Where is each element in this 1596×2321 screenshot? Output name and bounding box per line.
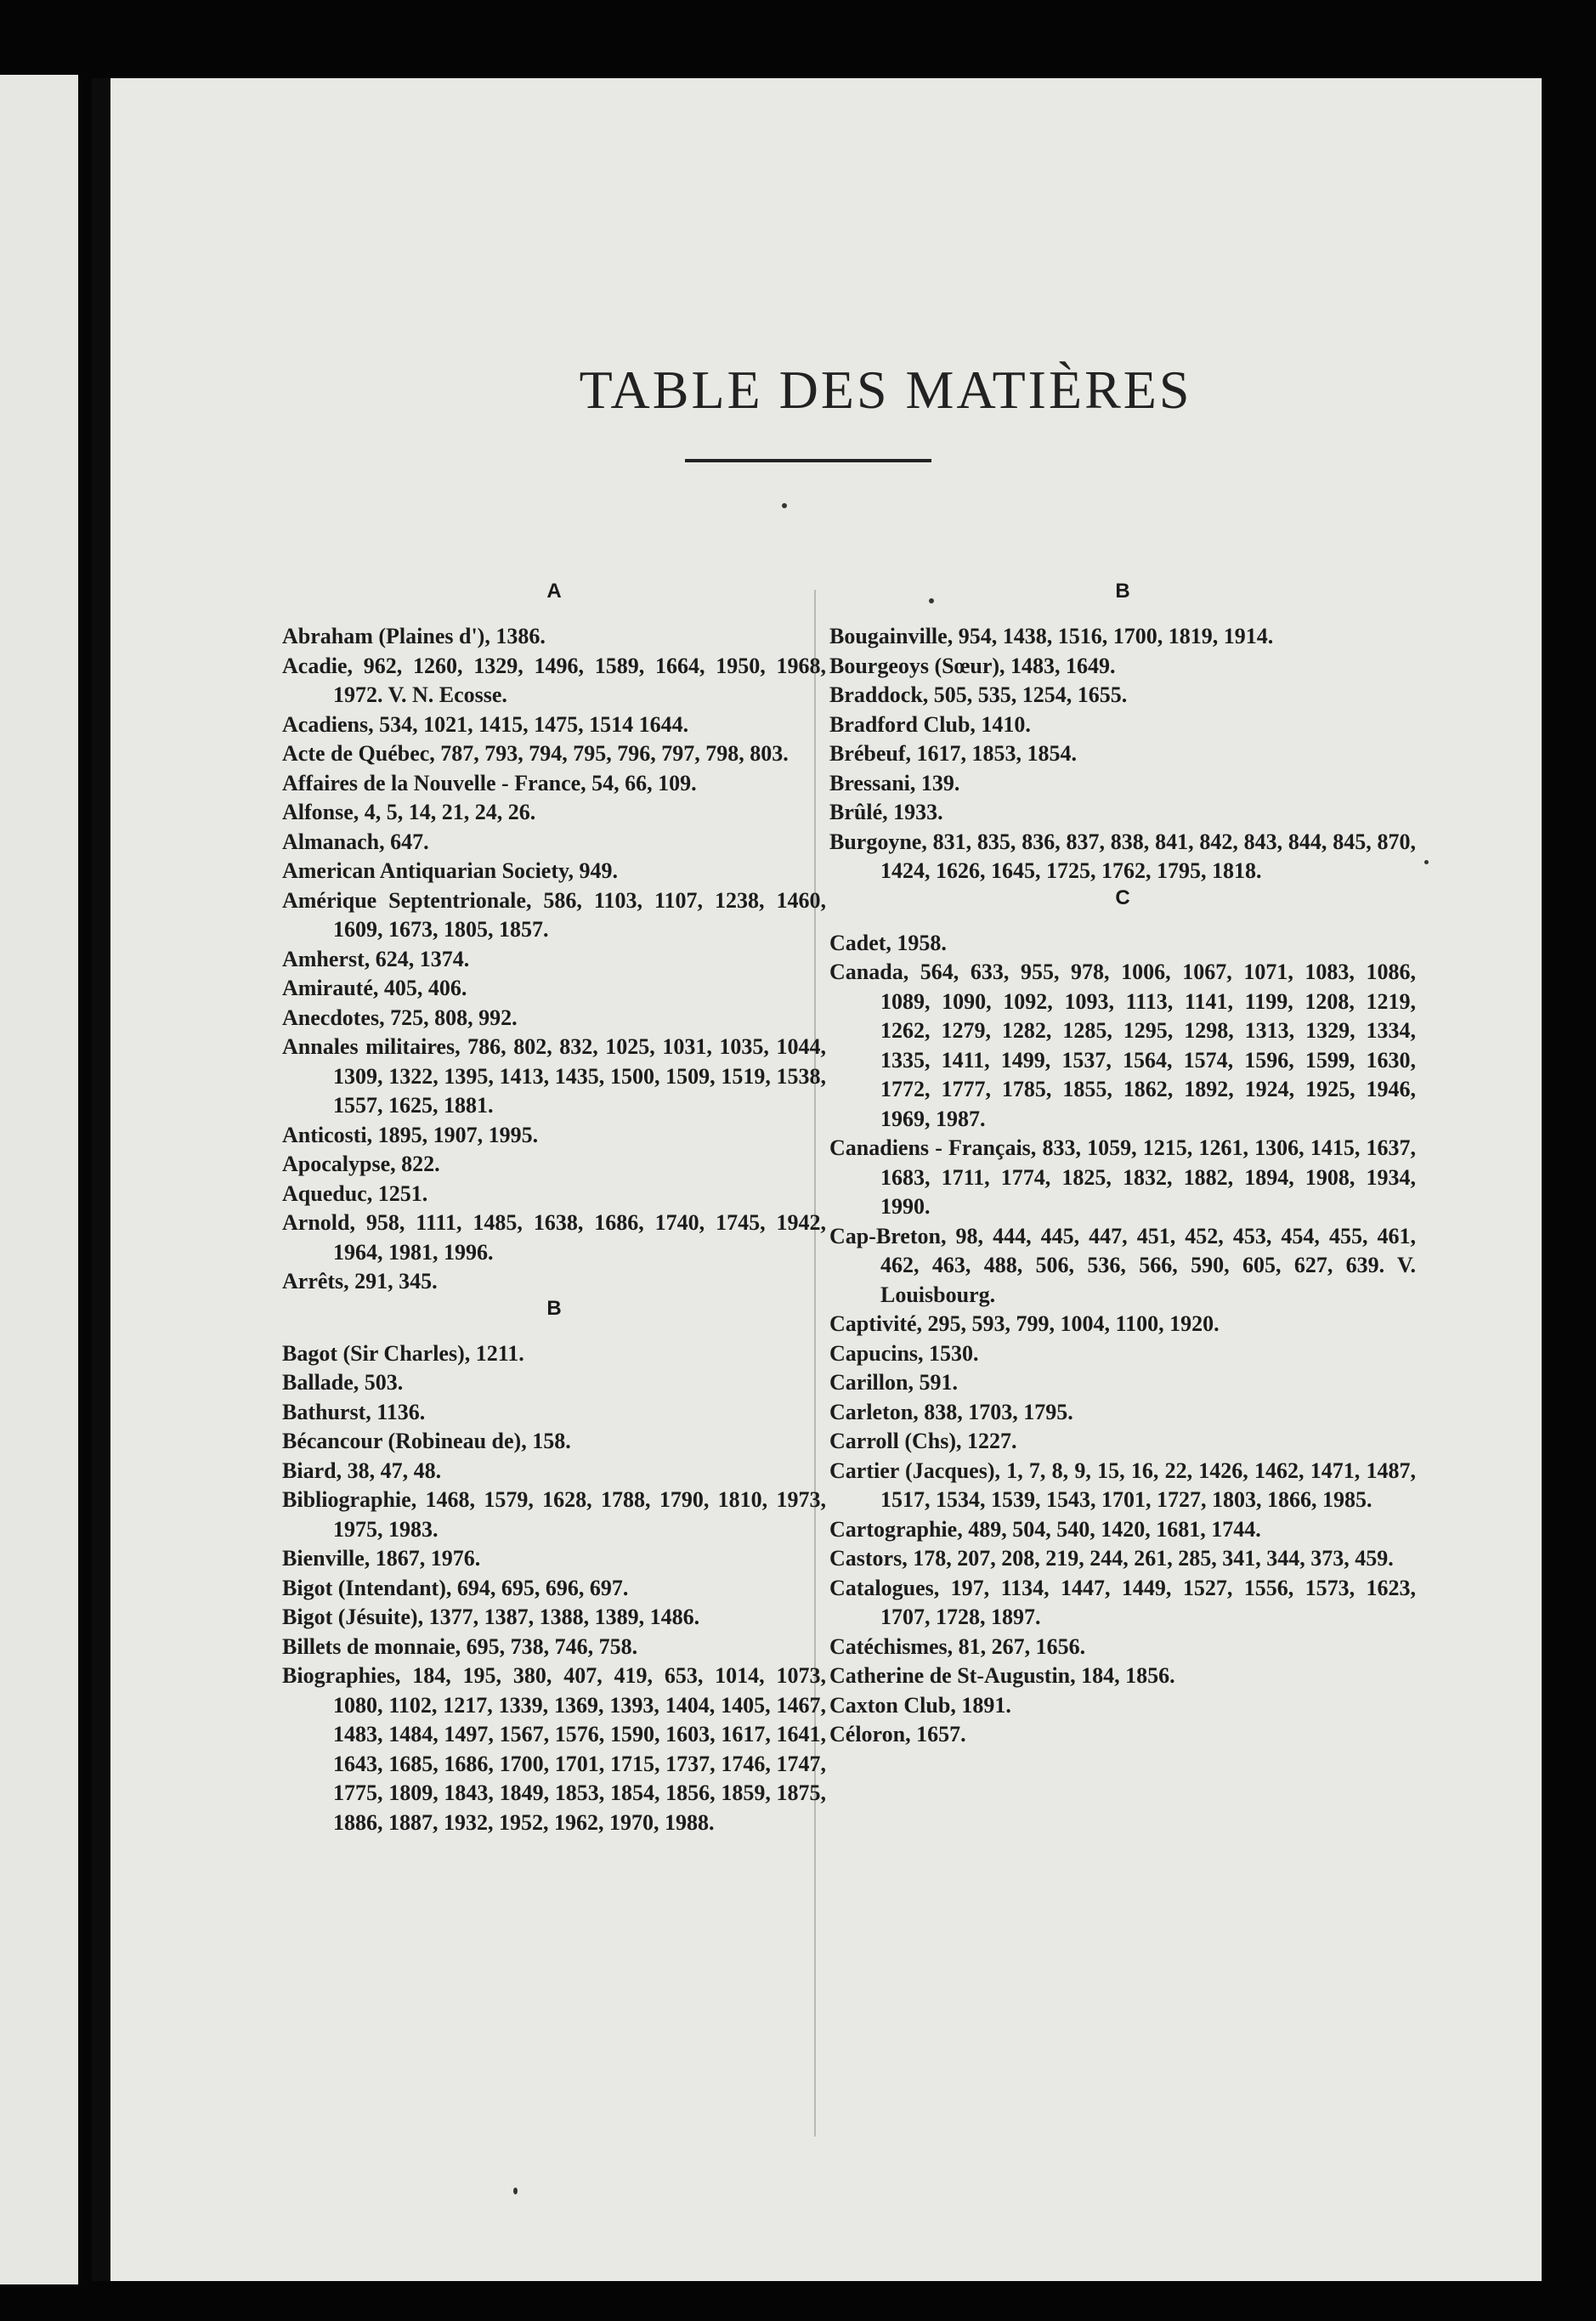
document-page — [92, 78, 1542, 2281]
index-entry: Burgoyne, 831, 835, 836, 837, 838, 841, 842, 843, 844, 845, 870, 1424, 1626, 1645, 1725, 1762, 1795, 1818. — [829, 829, 1416, 883]
index-entry: Biographies, 184, 195, 380, 407, 419, 653, 1014, 1073, 1080, 1102, 1217, 1339, 1369, 1393, 1404, 1405, 1467, 1483, 1484, 1497, 1567, 1576, 1590, 1603, 1617, 1641, 1643, 1685, 1686, 1700, 1701, 1715, 1737, 1746, 1747, 1775, 1809, 1843, 1849, 1853, 1854, 1856, 1859, 1875, 1886, 1887, 1932, 1952, 1962, 1970, 1988. — [282, 1663, 826, 1835]
index-entry: Bagot (Sir Charles), 1211. — [282, 1340, 524, 1366]
index-entry: Annales militaires, 786, 802, 832, 1025, 1031, 1035, 1044, 1309, 1322, 1395, 1413, 1435, 1500, 1509, 1519, 1538, 1557, 1625, 1881. — [282, 1034, 826, 1118]
index-entry: Carleton, 838, 1703, 1795. — [829, 1399, 1073, 1424]
section-letter: B — [546, 1296, 562, 1320]
index-entry: Amherst, 624, 1374. — [282, 946, 470, 971]
dust-speck — [1424, 860, 1429, 864]
index-entry: Billets de monnaie, 695, 738, 746, 758. — [282, 1633, 638, 1659]
index-entry: Carroll (Chs), 1227. — [829, 1429, 1017, 1453]
index-entry: Cadet, 1958. — [829, 930, 947, 955]
index-entry: Aqueduc, 1251. — [282, 1180, 428, 1206]
index-column-left — [282, 580, 826, 1837]
index-entry: Apocalypse, 822. — [282, 1152, 440, 1176]
index-entry: Acadiens, 534, 1021, 1415, 1475, 1514 1644. — [282, 711, 689, 737]
index-entry: Abraham (Plaines d'), 1386. — [282, 624, 546, 648]
index-entry: Bourgeoys (Sœur), 1483, 1649. — [829, 653, 1116, 678]
index-entry: Bathurst, 1136. — [282, 1399, 426, 1424]
index-entry: Acte de Québec, 787, 793, 794, 795, 796, 797, 798, 803. — [282, 741, 789, 766]
dust-speck — [513, 2188, 518, 2194]
index-entry: Bigot (Jésuite), 1377, 1387, 1388, 1389, 1486. — [282, 1605, 700, 1629]
index-entry: Braddock, 505, 535, 1254, 1655. — [829, 682, 1128, 707]
title-rule — [685, 459, 931, 462]
page-title: TABLE DES MATIÈRES — [579, 359, 1192, 420]
index-entry: Anticosti, 1895, 1907, 1995. — [282, 1122, 539, 1147]
index-entry: Captivité, 295, 593, 799, 1004, 1100, 1920. — [829, 1311, 1220, 1336]
section-letter: C — [1115, 886, 1130, 909]
index-entry: Canadiens - Français, 833, 1059, 1215, 1261, 1306, 1415, 1637, 1683, 1711, 1774, 1825, 1832, 1882, 1894, 1908, 1934, 1990. — [829, 1135, 1416, 1219]
index-entry: Arrêts, 291, 345. — [282, 1269, 438, 1294]
index-entry: Capucins, 1530. — [829, 1340, 979, 1366]
index-entry: Acadie, 962, 1260, 1329, 1496, 1589, 1664, 1950, 1968, 1972. V. N. Ecosse. — [282, 653, 826, 707]
index-entry: Bradford Club, 1410. — [829, 711, 1031, 737]
index-entry: Bressani, 139. — [829, 770, 960, 795]
adjacent-page-edge — [0, 75, 78, 2284]
index-entry: Alfonse, 4, 5, 14, 21, 24, 26. — [282, 800, 536, 824]
index-entry: American Antiquarian Society, 949. — [282, 858, 619, 883]
index-entry: Arnold, 958, 1111, 1485, 1638, 1686, 1740, 1745, 1942, 1964, 1981, 1996. — [282, 1210, 826, 1265]
section-letter: B — [1115, 580, 1130, 603]
index-column-right — [829, 580, 1416, 1750]
index-entry: Brébeuf, 1617, 1853, 1854. — [829, 741, 1078, 766]
index-entry: Ballade, 503. — [282, 1370, 404, 1395]
index-entry: Biard, 38, 47, 48. — [282, 1458, 442, 1483]
index-entry: Catherine de St-Augustin, 184, 1856. — [829, 1663, 1175, 1688]
index-entry: Bibliographie, 1468, 1579, 1628, 1788, 1790, 1810, 1973, 1975, 1983. — [282, 1487, 826, 1542]
index-entry: Cap-Breton, 98, 444, 445, 447, 451, 452, 453, 454, 455, 461, 462, 463, 488, 506, 536, 566, 590, 605, 627, 639. V. Louisbourg. — [829, 1223, 1416, 1307]
index-entry: Brûlé, 1933. — [829, 800, 943, 824]
index-entry: Catalogues, 197, 1134, 1447, 1449, 1527, 1556, 1573, 1623, 1707, 1728, 1897. — [829, 1575, 1416, 1629]
index-entry: Amirauté, 405, 406. — [282, 976, 467, 1000]
index-entry: Affaires de la Nouvelle - France, 54, 66, 109. — [282, 770, 697, 795]
index-entry: Bienville, 1867, 1976. — [282, 1546, 481, 1571]
index-entry: Céloron, 1657. — [829, 1722, 966, 1746]
index-entry: Bécancour (Robineau de), 158. — [282, 1429, 571, 1453]
index-entry: Caxton Club, 1891. — [829, 1692, 1011, 1718]
index-entry: Catéchismes, 81, 267, 1656. — [829, 1633, 1086, 1659]
dust-speck — [782, 503, 787, 508]
index-entry: Amérique Septentrionale, 586, 1103, 1107, 1238, 1460, 1609, 1673, 1805, 1857. — [282, 887, 826, 942]
index-entry: Canada, 564, 633, 955, 978, 1006, 1067, 1071, 1083, 1086, 1089, 1090, 1092, 1093, 1113, 1141, 1199, 1208, 1219, 1262, 1279, 1282, 1285, 1295, 1298, 1313, 1329, 1334, 1335, 1411, 1499, 1537, 1564, 1574, 1596, 1599, 1630, 1772, 1777, 1785, 1855, 1862, 1892, 1924, 1925, 1946, 1969, 1987. — [829, 960, 1416, 1131]
index-entry: Carillon, 591. — [829, 1370, 958, 1395]
index-entry: Almanach, 647. — [282, 829, 429, 854]
index-entry: Bigot (Intendant), 694, 695, 696, 697. — [282, 1575, 629, 1600]
index-entry: Anecdotes, 725, 808, 992. — [282, 1005, 518, 1030]
index-entry: Cartier (Jacques), 1, 7, 8, 9, 15, 16, 22, 1426, 1462, 1471, 1487, 1517, 1534, 1539, 1543, 1701, 1727, 1803, 1866, 1985. — [829, 1458, 1416, 1512]
index-entry: Cartographie, 489, 504, 540, 1420, 1681, 1744. — [829, 1516, 1261, 1542]
section-letter: A — [546, 580, 562, 603]
dust-speck — [929, 598, 934, 603]
index-entry: Bougainville, 954, 1438, 1516, 1700, 1819, 1914. — [829, 624, 1274, 648]
index-entry: Castors, 178, 207, 208, 219, 244, 261, 285, 341, 344, 373, 459. — [829, 1546, 1394, 1571]
